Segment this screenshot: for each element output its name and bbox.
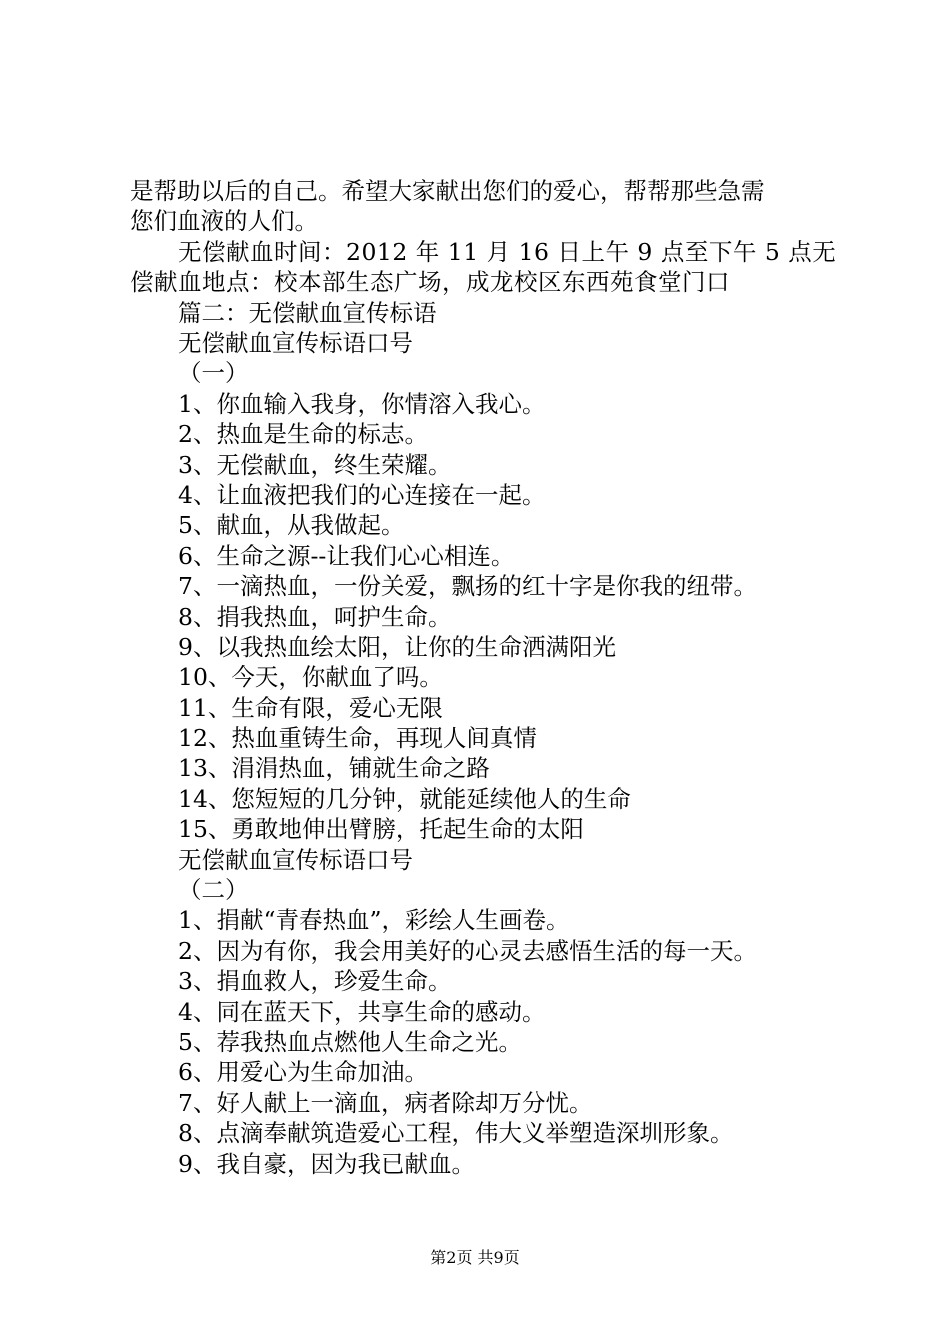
slogan-item: 12、热血重铸生命，再现人间真情 — [178, 724, 537, 753]
slogan-item: 8、捐我热血，呵护生命。 — [178, 602, 452, 631]
slogan-item: 10、今天，你献血了吗。 — [178, 663, 443, 692]
slogan-item: 9、以我热血绘太阳，让你的生命洒满阳光 — [178, 632, 616, 661]
slogan-item: 5、献血，从我做起。 — [178, 511, 405, 540]
slogan-item: 13、涓涓热血，铺就生命之路 — [178, 754, 490, 783]
group-two-number: （二） — [178, 876, 249, 905]
slogan-item: 7、好人献上一滴血，病者除却万分忧。 — [178, 1088, 593, 1117]
slogan-item: 15、勇敢地伸出臂膀，托起生命的太阳 — [178, 815, 584, 844]
section-title: 篇二：无偿献血宣传标语 — [178, 298, 437, 327]
slogan-item: 6、生命之源--让我们心心相连。 — [178, 541, 515, 570]
slogan-item: 4、让血液把我们的心连接在一起。 — [178, 480, 546, 509]
slogan-item: 2、热血是生命的标志。 — [178, 420, 428, 449]
slogan-item: 6、用爱心为生命加油。 — [178, 1058, 428, 1087]
slogan-item: 9、我自豪，因为我已献血。 — [178, 1149, 475, 1178]
slogan-item: 8、点滴奉献筑造爱心工程，伟大义举塑造深圳形象。 — [178, 1119, 734, 1148]
slogan-item: 7、一滴热血，一份关爱，飘扬的红十字是你我的纽带。 — [178, 572, 757, 601]
document-body — [130, 176, 840, 1179]
time-place-paragraph: 无偿献血时间：2012 年 11 月 16 日上午 9 点至下午 5 点无偿献血地点：校本部生态广场，成龙校区东西苑食堂门口 — [130, 237, 837, 297]
page-footer: 第2页 共9页 — [430, 1248, 520, 1267]
group-one-number: （一） — [178, 359, 249, 388]
slogan-item: 3、无偿献血，终生荣耀。 — [178, 450, 452, 479]
intro-line: 是帮助以后的自己。希望大家献出您们的爱心，帮帮那些急需 — [130, 177, 765, 205]
slogan-item: 1、你血输入我身，你情溶入我心。 — [178, 389, 546, 418]
slogan-item: 11、生命有限，爱心无限 — [178, 693, 443, 722]
group-one-heading: 无偿献血宣传标语口号 — [178, 328, 413, 357]
group-two-heading: 无偿献血宣传标语口号 — [178, 845, 413, 874]
slogan-item: 14、您短短的几分钟，就能延续他人的生命 — [178, 784, 631, 813]
slogan-item: 2、因为有你，我会用美好的心灵去感悟生活的每一天。 — [178, 936, 757, 965]
slogan-item: 3、捐血救人，珍爱生命。 — [178, 967, 452, 996]
group-two-list — [130, 905, 840, 1179]
slogan-item: 4、同在蓝天下，共享生命的感动。 — [178, 997, 546, 1026]
slogan-item: 1、捐献“青春热血”，彩绘人生画卷。 — [178, 906, 570, 935]
group-one-list — [130, 389, 840, 845]
intro-line: 您们血液的人们。 — [130, 207, 318, 236]
slogan-item: 5、荐我热血点燃他人生命之光。 — [178, 1027, 522, 1056]
